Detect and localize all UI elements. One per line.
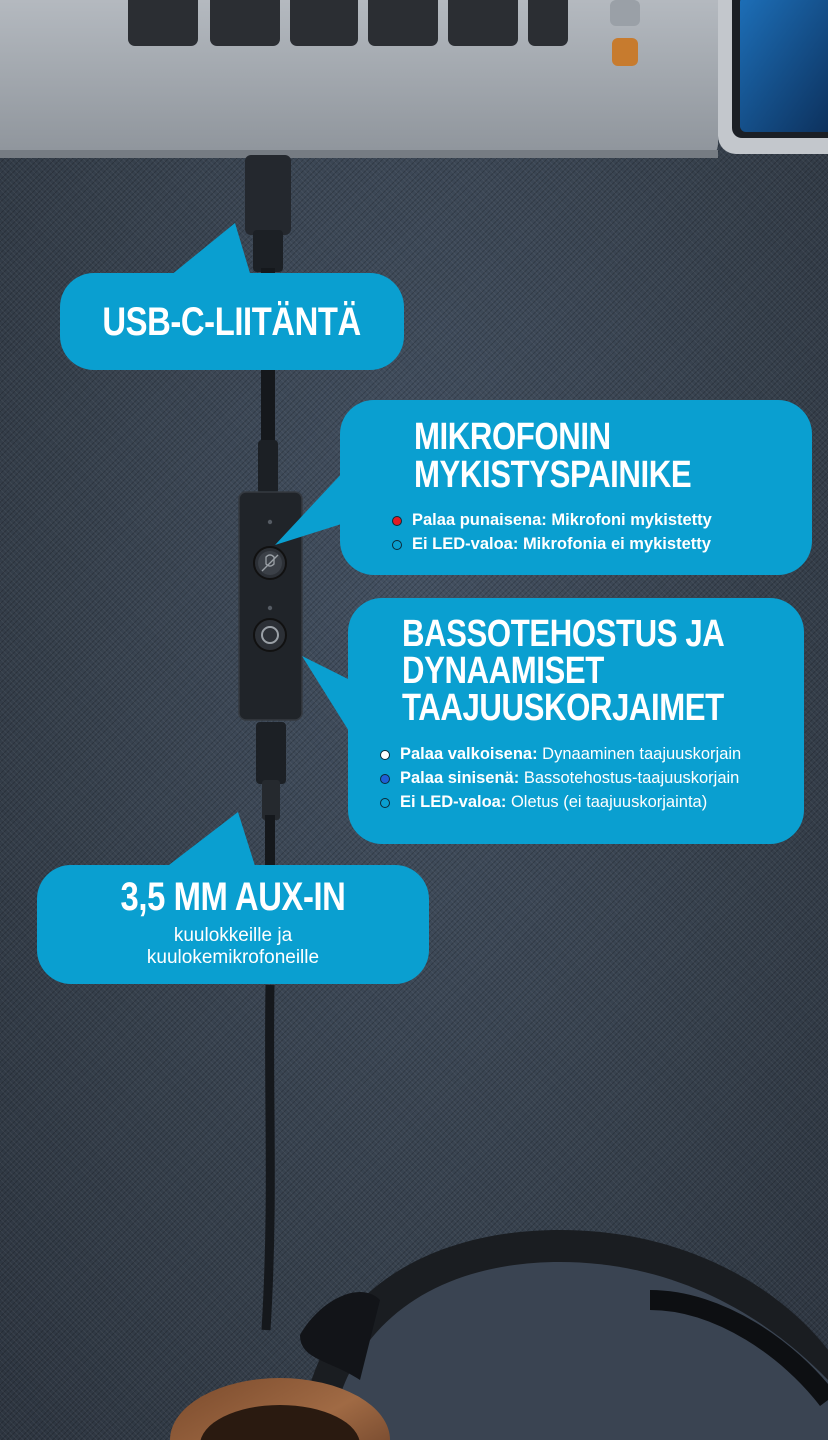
bass-eq-heading-line2: DYNAAMISET: [402, 649, 604, 692]
bass-eq-heading-line3: TAAJUUSKORJAIMET: [402, 686, 724, 729]
mic-mute-heading-line1: MIKROFONIN: [414, 416, 611, 458]
mic-mute-heading-line2: MYKISTYSPAINIKE: [414, 454, 692, 496]
eq-led-bold-off: Ei LED-valoa:: [400, 793, 507, 811]
eq-led-item-blue: [380, 766, 741, 790]
aux-in-heading: 3,5 MM AUX-IN: [120, 875, 346, 919]
mic-led-label-off: Ei LED-valoa: Mikrofonia ei mykistetty: [412, 535, 711, 553]
mic-led-item-red: [392, 508, 712, 532]
eq-led-item-off: [380, 790, 741, 814]
mic-led-legend: [392, 508, 712, 556]
usb-c-callout: [60, 273, 404, 370]
keyboard-row: [128, 0, 568, 46]
bass-eq-heading-line1: BASSOTEHOSTUS JA: [402, 613, 725, 655]
white-led-icon: [380, 750, 390, 760]
eq-led-text-off: Oletus (ei taajuuskorjainta): [506, 793, 708, 811]
aux-in-subtitle-line1: kuulokkeille ja: [173, 925, 293, 946]
eq-led-text-white: Dynaaminen taajuuskorjain: [537, 745, 742, 763]
eq-led-bold-blue: Palaa sinisenä:: [400, 769, 520, 787]
laptop: [0, 0, 718, 158]
mic-led-label-red: Palaa punaisena: Mikrofoni mykistetty: [412, 511, 712, 529]
eq-led-legend: [380, 742, 741, 814]
aux-in-subtitle: [37, 925, 429, 969]
mic-mute-heading: [414, 418, 740, 494]
eq-led-item-white: [380, 742, 741, 766]
aux-in-callout: [37, 865, 429, 984]
mic-led-item-off: [392, 532, 712, 556]
bass-eq-heading: [402, 613, 732, 729]
blue-led-icon: [380, 774, 390, 784]
tablet: [718, 0, 828, 154]
eq-led-bold-white: Palaa valkoisena:: [400, 745, 538, 763]
lower-cable: [256, 722, 286, 1330]
red-led-icon: [392, 516, 402, 526]
bass-eq-callout: [348, 598, 804, 844]
off-led-icon: [392, 540, 402, 550]
eq-led-text-blue: Bassotehostus-taajuuskorjain: [519, 769, 740, 787]
usb-c-heading: USB-C-LIITÄNTÄ: [102, 299, 362, 344]
aux-in-subtitle-line2: kuulokemikrofoneille: [146, 947, 320, 968]
off-led-icon: [380, 798, 390, 808]
mic-mute-callout: [340, 400, 812, 575]
